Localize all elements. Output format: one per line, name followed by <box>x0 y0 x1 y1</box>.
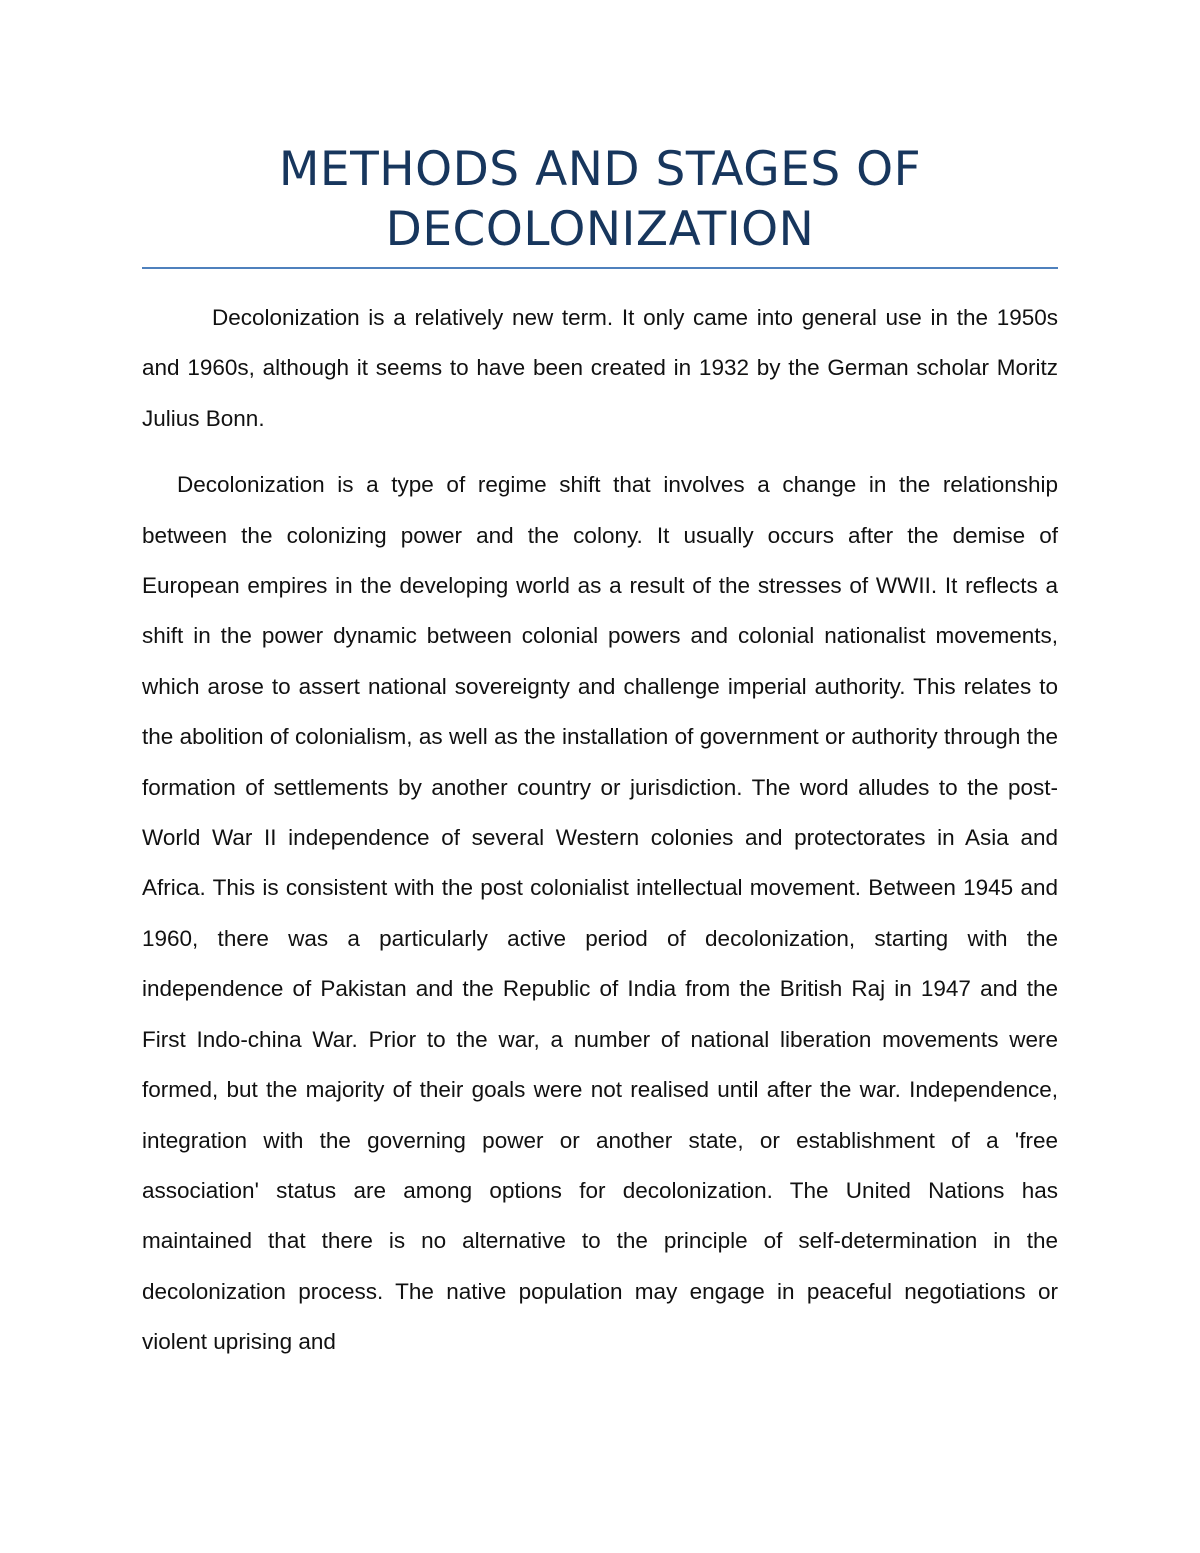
paragraph-2: Decolonization is a type of regime shift that involves a change in the relationship between the colonizing power and the colony. It usually occurs after the demise of European empires in the developing world as a result of the stresses of WWII. It reflects a shift in the power dynamic between colonial powers and colonial nationalist movements, which arose to assert national sovereignty and challenge imperial authority. This relates to the abolition of colonialism, as well as the installation of government or authority through the formation of settlements by another country or jurisdiction. The word alludes to the post-World War II independence of several Western colonies and protectorates in Asia and Africa. This is consistent with the post colonialist intellectual movement. Between 1945 and 1960, there was a particularly active period of decolonization, starting with the independence of Pakistan and the Republic of India from the British Raj in 1947 and the First Indo-china War. Prior to the war, a number of national liberation movements were formed, but the majority of their goals were not realised until after the war. Independence, integration with the governing power or another state, or establishment of a 'free association' status are among options for decolonization. The United Nations has maintained that there is no alternative to the principle of self-determination in the decolonization process. The native population may engage in peaceful negotiations or violent uprising and <box>142 472 1058 1355</box>
paragraph-1: Decolonization is a relatively new term. It only came into general use in the 1950s and 1960s, although it seems to have been created in 1932 by the German scholar Moritz Julius Bonn. <box>142 305 1058 431</box>
title-line-1: METHODS AND STAGES OF <box>278 142 922 197</box>
document-title <box>142 140 1058 260</box>
title-underline <box>142 267 1058 269</box>
title-line-2: DECOLONIZATION <box>385 202 815 257</box>
document-content <box>142 140 1058 1368</box>
